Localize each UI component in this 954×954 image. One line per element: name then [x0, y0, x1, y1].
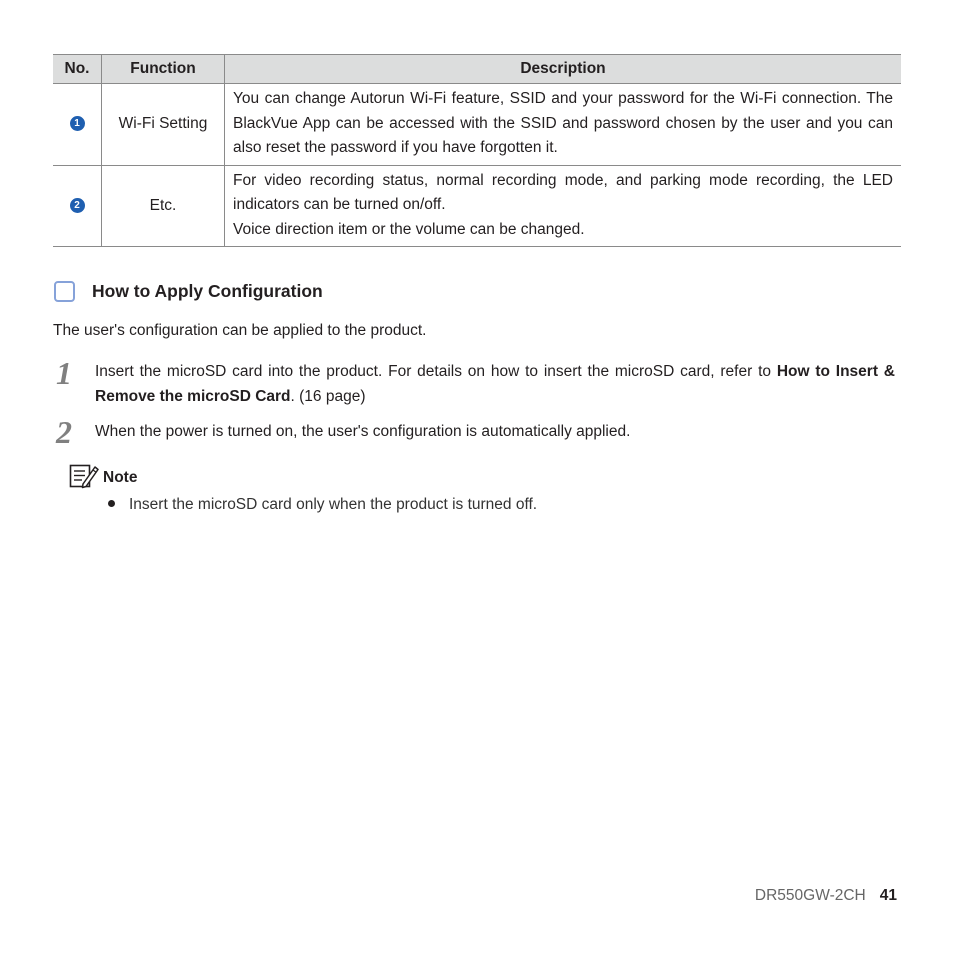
description-line: For video recording status, normal recording mode, and parking mode recording, the LED indicators can be turned on/off. — [233, 171, 893, 213]
number-one-badge-icon: 1 — [70, 116, 85, 131]
table-header-row — [53, 55, 901, 84]
step-text: When the power is turned on, the user's configuration is automatically applied. — [95, 423, 631, 440]
note-pencil-icon — [69, 463, 99, 489]
step-number: 1 — [56, 355, 72, 391]
note-title: Note — [103, 469, 138, 486]
description-cell: You can change Autorun Wi-Fi feature, SSID and your password for the Wi-Fi connection. The BlackVue App can be accessed with the SSID and password chosen by the user and you can also reset the password if you have forgotten it. — [225, 84, 902, 166]
header-function: Function — [102, 55, 225, 84]
table-row — [53, 165, 901, 247]
section-intro: The user's configuration can be applied to the product. — [53, 322, 427, 339]
description-line: Voice direction item or the volume can be changed. — [233, 220, 585, 238]
note-item: Insert the microSD card only when the product is turned off. — [129, 496, 538, 513]
function-table — [53, 54, 901, 247]
header-no: No. — [53, 55, 102, 84]
section-checkbox-icon — [54, 281, 75, 302]
function-cell: Etc. — [102, 165, 225, 247]
bullet-icon — [108, 500, 115, 507]
description-cell — [225, 165, 902, 247]
table-row — [53, 84, 901, 166]
model-name: DR550GW-2CH — [754, 887, 866, 904]
step-text-part: Insert the microSD card into the product. For details on how to insert the microSD card, refer to — [95, 363, 777, 380]
function-cell: Wi-Fi Setting — [102, 84, 225, 166]
step-text-part: . (16 page) — [290, 388, 366, 405]
row-number-cell — [53, 84, 102, 166]
row-number-cell — [53, 165, 102, 247]
page-footer — [755, 885, 897, 907]
header-description: Description — [225, 55, 902, 84]
number-two-badge-icon: 2 — [70, 198, 85, 213]
step-link-text: How to Insert & Remove the microSD Card — [95, 363, 895, 405]
section-title: How to Apply Configuration — [92, 281, 323, 301]
step-text — [95, 359, 895, 409]
step-number: 2 — [56, 414, 72, 450]
page-number: 41 — [879, 887, 897, 904]
